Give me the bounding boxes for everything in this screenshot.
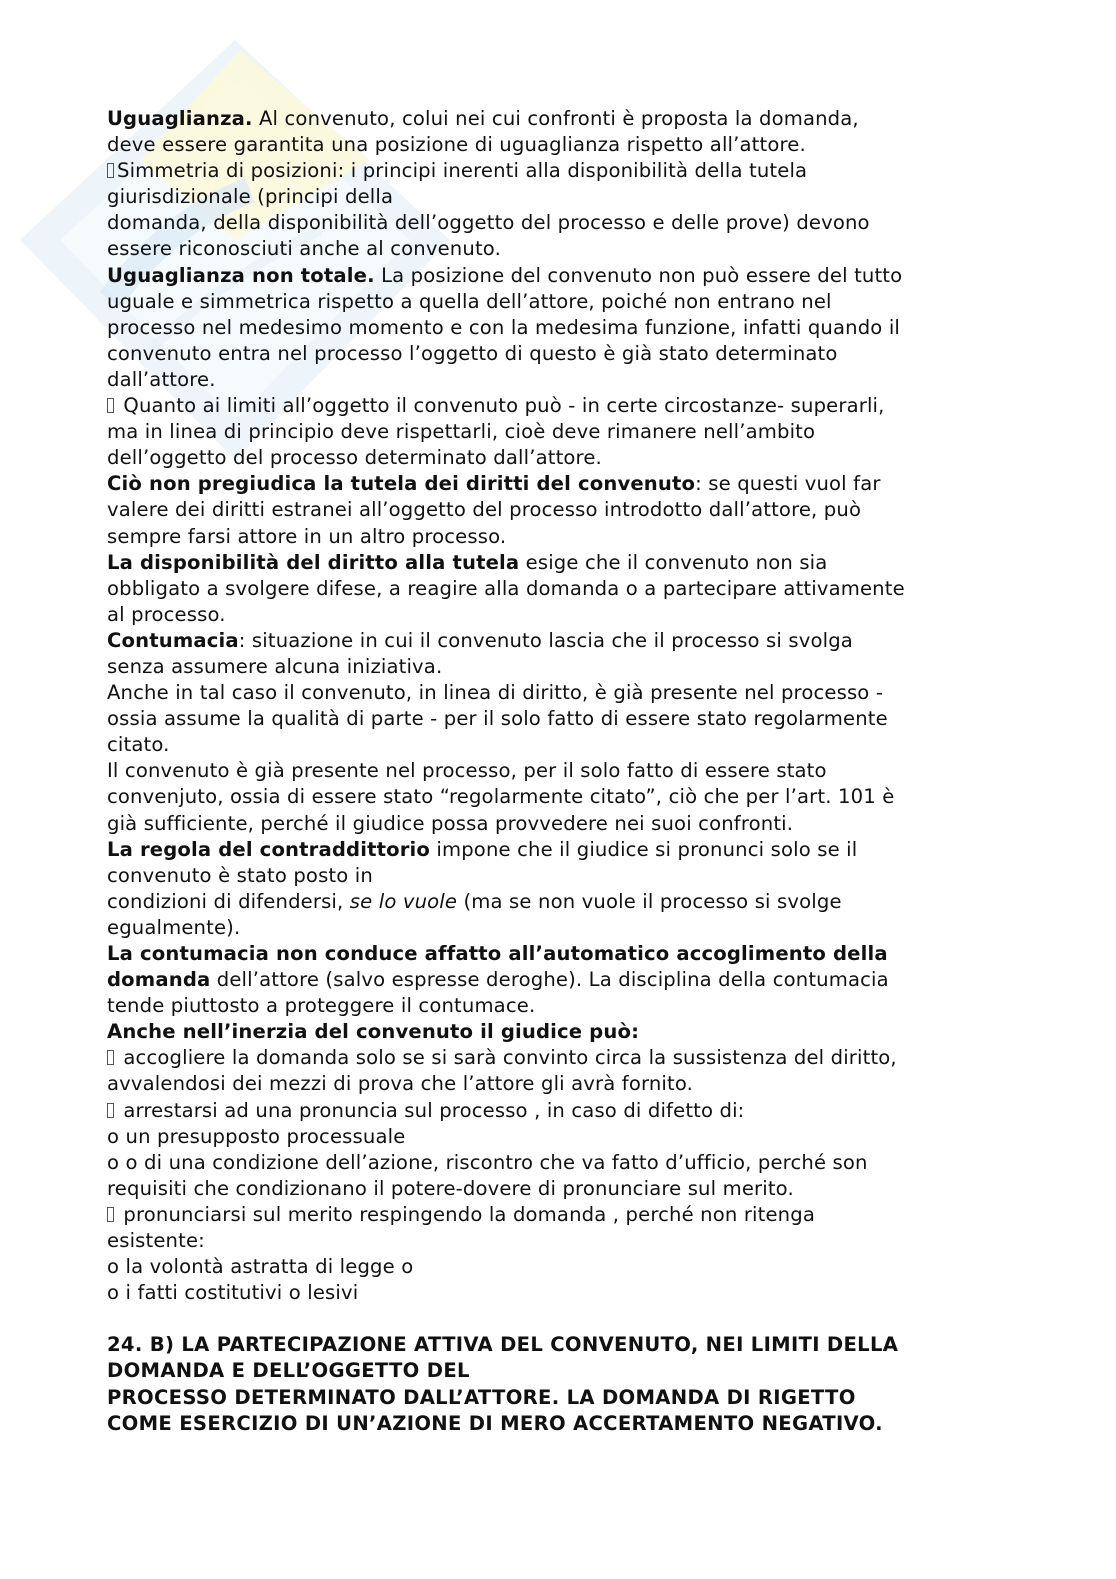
bold-text: Contumacia	[107, 628, 239, 652]
text-line	[107, 1071, 1067, 1097]
text-span: processo nel medesimo momento e con la medesima funzione, infatti quando il	[107, 315, 901, 339]
text-span: domanda, della disponibilità dell’oggetto del processo e delle prove) devono	[107, 211, 870, 235]
text-line	[107, 497, 1067, 523]
text-line	[107, 628, 1067, 654]
text-span: accogliere la domanda solo se si sarà convinto circa la sussistenza del diritto,	[117, 1046, 897, 1070]
bold-text: domanda	[107, 968, 211, 992]
text-line	[107, 941, 1067, 967]
text-line	[107, 1124, 1067, 1150]
text-line	[107, 993, 1067, 1019]
text-span: esige che il convenuto non sia	[519, 550, 828, 574]
section-heading-line: COME ESERCIZIO DI UN’AZIONE DI MERO ACCERTAMENTO NEGATIVO.	[107, 1411, 883, 1435]
text-span: citato.	[107, 733, 170, 757]
text-span: dell’attore (salvo espresse deroghe). La disciplina della contumacia	[210, 968, 889, 992]
text-span: Il convenuto è già presente nel processo, per il solo fatto di essere stato	[107, 759, 827, 783]
bold-text: Uguaglianza.	[107, 107, 253, 130]
bullet-icon	[107, 1050, 114, 1065]
text-span: ossia assume la qualità di parte - per il solo fatto di essere stato regolarmente	[107, 707, 888, 731]
text-span: egualmente).	[107, 915, 241, 939]
bold-text: Ciò non pregiudica la tutela dei diritti del convenuto	[107, 472, 696, 496]
text-line	[107, 706, 1067, 732]
text-span: uguale e simmetrica rispetto a quella dell’attore, poiché non entrano nel	[107, 289, 832, 313]
text-span: La posizione del convenuto non può essere del tutto	[374, 263, 903, 287]
text-line	[107, 576, 1067, 602]
text-line	[107, 1228, 1067, 1254]
text-line	[107, 889, 1067, 915]
text-line	[107, 732, 1067, 758]
bold-text: La contumacia non conduce affatto all’automatico accoglimento della	[107, 942, 888, 965]
text-line	[107, 863, 1067, 889]
section-heading-line: 24. B) LA PARTECIPAZIONE ATTIVA DEL CONVENUTO, NEI LIMITI DELLA	[107, 1333, 899, 1357]
bullet-line	[107, 393, 1067, 419]
bullet-icon	[107, 398, 114, 413]
text-span: avvalendosi dei mezzi di prova che l’attore gli avrà fornito.	[107, 1072, 693, 1096]
text-line	[107, 654, 1067, 680]
text-span: convenuto entra nel processo l’oggetto di questo è già stato determinato	[107, 341, 838, 365]
text-span: Anche in tal caso il convenuto, in linea di diritto, è già presente nel processo -	[107, 681, 884, 705]
text-span: giurisdizionale (principi della	[107, 185, 394, 209]
text-span: esistente:	[107, 1229, 205, 1253]
text-span: arrestarsi ad una pronuncia sul processo , in caso di difetto di:	[117, 1098, 745, 1122]
text-line	[107, 524, 1067, 550]
text-span: tende piuttosto a proteggere il contumace.	[107, 994, 536, 1018]
text-line	[107, 210, 1067, 236]
bullet-line	[107, 1202, 1067, 1228]
bold-text: La disponibilità del diritto alla tutela	[107, 550, 520, 574]
bullet-line	[107, 1045, 1067, 1071]
text-line	[107, 132, 1067, 158]
text-span: obbligato a svolgere difese, a reagire alla domanda o a partecipare attivamente	[107, 576, 905, 600]
bold-text: La regola del contraddittorio	[107, 837, 431, 861]
bullet-icon	[107, 1207, 114, 1222]
text-line	[107, 967, 1067, 993]
text-line	[107, 680, 1067, 706]
text-span: convenuto è stato posto in	[107, 863, 373, 887]
text-span: sempre farsi attore in un altro processo.	[107, 524, 507, 548]
text-line	[107, 837, 1067, 863]
text-span: senza assumere alcuna iniziativa.	[107, 654, 443, 678]
bullet-line	[107, 158, 1067, 184]
text-line	[107, 471, 1067, 497]
text-span: : situazione in cui il convenuto lascia che il processo si svolga	[238, 628, 853, 652]
text-line	[107, 367, 1067, 393]
text-span: già sufficiente, perché il giudice possa provvedere nei suoi confronti.	[107, 811, 794, 835]
bullet-icon	[107, 163, 114, 178]
text-span: requisiti che condizionano il potere-dovere di pronunciare sul merito.	[107, 1176, 794, 1200]
text-span: Simmetria di posizioni: i principi inerenti alla disponibilità della tutela	[117, 159, 808, 183]
text-span: pronunciarsi sul merito respingendo la domanda , perché non ritenga	[117, 1202, 815, 1226]
text-line	[107, 289, 1067, 315]
text-span: al processo.	[107, 602, 226, 626]
text-line	[107, 1254, 1067, 1280]
text-line	[107, 1176, 1067, 1202]
text-line	[107, 602, 1067, 628]
text-line	[107, 550, 1067, 576]
text-span: dell’oggetto del processo determinato dall’attore.	[107, 446, 602, 470]
text-span: dall’attore.	[107, 367, 216, 391]
text-line	[107, 811, 1067, 837]
italic-text: se lo vuole	[349, 889, 458, 913]
text-line	[107, 758, 1067, 784]
text-span: impone che il giudice si pronunci solo se il	[430, 837, 858, 861]
text-line	[107, 184, 1067, 210]
text-span: ma in linea di principio deve rispettarli, cioè deve rimanere nell’ambito	[107, 420, 816, 444]
text-span: : se questi vuol far	[695, 472, 881, 496]
text-span: valere dei diritti estranei all’oggetto del processo introdotto dall’attore, può	[107, 498, 862, 522]
bullet-line	[107, 1098, 1067, 1124]
text-span: essere riconosciuti anche al convenuto.	[107, 237, 501, 261]
bold-text: Anche nell’inerzia del convenuto il giudice può:	[107, 1020, 640, 1044]
text-line	[107, 1280, 1067, 1306]
text-span: Quanto ai limiti all’oggetto il convenuto può - in certe circostanze- superarli,	[117, 394, 885, 418]
text-line	[107, 445, 1067, 471]
text-line	[107, 236, 1067, 262]
text-span: condizioni di difendersi,	[107, 889, 350, 913]
text-span: (ma se non vuole il processo si svolge	[457, 889, 842, 913]
text-line	[107, 106, 1067, 132]
text-span: Al convenuto, colui nei cui confronti è proposta la domanda,	[252, 107, 859, 130]
bold-text: Uguaglianza non totale.	[107, 263, 375, 287]
text-line	[107, 263, 1067, 289]
section-heading-line: PROCESSO DETERMINATO DALL’ATTORE. LA DOMANDA DI RIGETTO	[107, 1385, 856, 1409]
text-span: o i fatti costitutivi o lesivi	[107, 1281, 359, 1305]
text-line	[107, 1150, 1067, 1176]
spacer	[107, 1306, 1067, 1332]
text-span: o o di una condizione dell’azione, riscontro che va fatto d’ufficio, perché son	[107, 1150, 868, 1174]
text-span: o un presupposto processuale	[107, 1124, 406, 1148]
text-line	[107, 315, 1067, 341]
section-heading-line: DOMANDA E DELL’OGGETTO DEL	[107, 1359, 470, 1383]
text-span: deve essere garantita una posizione di uguaglianza rispetto all’attore.	[107, 133, 806, 157]
text-span: convenjuto, ossia di essere stato “regolarmente citato”, ciò che per l’art. 101 è	[107, 785, 895, 809]
document-page	[107, 106, 1067, 1437]
text-span: o la volontà astratta di legge o	[107, 1255, 414, 1279]
text-line	[107, 419, 1067, 445]
text-line	[107, 915, 1067, 941]
bullet-icon	[107, 1103, 114, 1118]
text-line	[107, 341, 1067, 367]
text-line	[107, 1019, 1067, 1045]
text-line	[107, 784, 1067, 810]
